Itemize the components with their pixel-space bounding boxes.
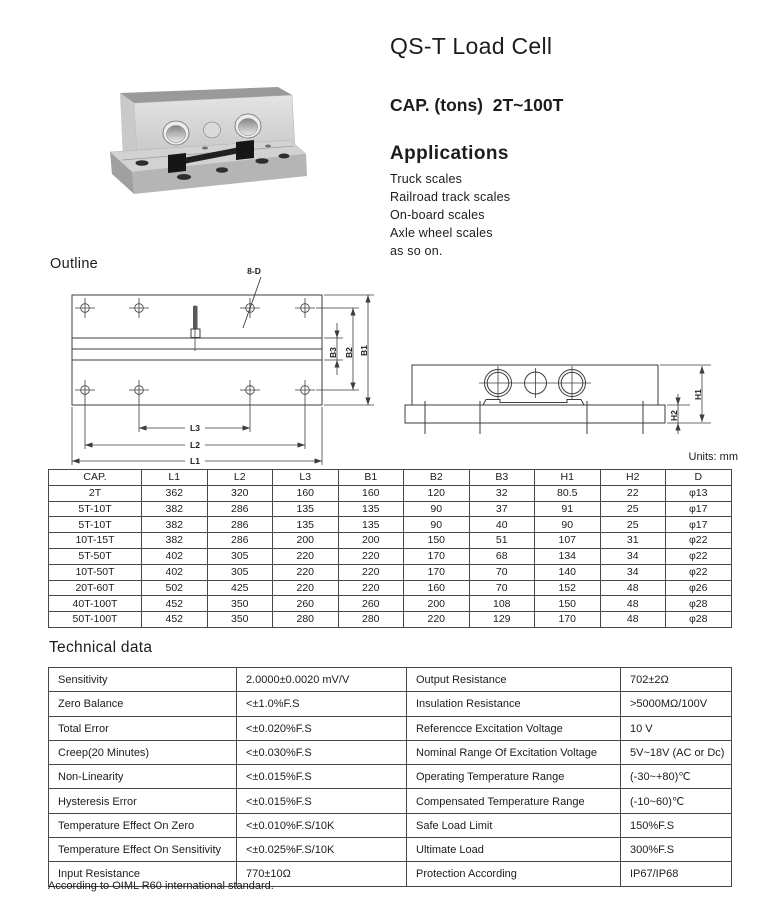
dimension-label-b2: B2 [344,347,354,358]
column-header: H1 [535,470,601,486]
table-cell: Sensitivity [49,668,237,692]
table-cell: 25 [600,501,666,517]
table-cell: φ13 [666,485,732,501]
table-cell: 220 [338,580,404,596]
table-cell: 382 [142,501,208,517]
dimension-label-b3: B3 [328,347,338,358]
table-cell: 300%F.S [621,838,732,862]
dimensions-table [48,469,732,628]
table-cell: Protection According [407,862,621,886]
table-cell: φ17 [666,517,732,533]
table-cell: 382 [142,533,208,549]
table-cell: (-30~+80)℃ [621,765,732,789]
table-cell: <±0.020%F.S [237,716,407,740]
standard-footnote: According to OIML R60 international standard. [48,880,274,892]
table-cell: <±0.015%F.S [237,765,407,789]
column-header: B2 [404,470,470,486]
table-cell: 5T-50T [49,548,142,564]
units-label: Units: mm [688,451,738,463]
top-view [72,277,322,405]
table-cell: Nominal Range Of Excitation Voltage [407,740,621,764]
table-cell: 200 [273,533,339,549]
capacity-line: CAP. (tons) 2T~100T [390,95,564,115]
table-row [49,501,732,517]
table-row [49,838,732,862]
table-cell: 260 [338,596,404,612]
table-cell: 120 [404,485,470,501]
table-cell: <±0.010%F.S/10K [237,813,407,837]
table-cell: 425 [207,580,273,596]
table-cell: 10T-50T [49,564,142,580]
page-title: QS-T Load Cell [390,33,553,59]
top-view-dimensions [72,295,374,465]
table-row [49,533,732,549]
table-cell: 260 [273,596,339,612]
table-cell: 51 [469,533,535,549]
applications-list [390,170,510,260]
table-cell: 305 [207,548,273,564]
table-cell: 280 [273,612,339,628]
dimension-label-b1: B1 [359,345,369,356]
table-cell: (-10~60)℃ [621,789,732,813]
application-item: Axle wheel scales [390,226,493,240]
table-cell: φ28 [666,596,732,612]
technical-section-label: Technical data [49,639,153,656]
table-cell: 80.5 [535,485,601,501]
table-cell: 150 [535,596,601,612]
table-cell: 20T-60T [49,580,142,596]
table-cell: >5000MΩ/100V [621,692,732,716]
table-row [49,580,732,596]
table-row [49,564,732,580]
hole-count-label: 8-D [247,266,261,276]
table-cell: 34 [600,564,666,580]
table-row [49,517,732,533]
table-row [49,789,732,813]
table-cell: 286 [207,533,273,549]
center-pin [191,305,200,351]
table-cell: 40 [469,517,535,533]
table-row [49,668,732,692]
dimension-label-l1: L1 [190,456,200,466]
table-cell: 91 [535,501,601,517]
table-row [49,765,732,789]
applications-title: Applications [390,143,509,164]
dimension-label-h2: H2 [669,410,679,421]
table-cell: 350 [207,596,273,612]
table-cell: Input Resistance [49,862,237,886]
table-cell: 150 [404,533,470,549]
table-cell: 90 [404,501,470,517]
table-cell: 135 [273,501,339,517]
table-cell: φ17 [666,501,732,517]
table-cell: 10T-15T [49,533,142,549]
table-row [49,692,732,716]
table-cell: 200 [338,533,404,549]
table-cell: 40T-100T [49,596,142,612]
table-cell: 135 [338,517,404,533]
table-cell: 31 [600,533,666,549]
table-cell: Insulation Resistance [407,692,621,716]
table-cell: 220 [404,612,470,628]
table-cell: 5T-10T [49,517,142,533]
column-header: B3 [469,470,535,486]
dimension-label-h1: H1 [693,389,703,400]
table-cell: 140 [535,564,601,580]
table-cell: Referencce Excitation Voltage [407,716,621,740]
table-cell: <±0.030%F.S [237,740,407,764]
table-cell: 70 [469,564,535,580]
application-item: Truck scales [390,172,463,186]
table-cell: 50T-100T [49,612,142,628]
table-cell: 107 [535,533,601,549]
table-cell: 10 V [621,716,732,740]
product-photo [108,84,308,209]
table-cell: Output Resistance [407,668,621,692]
table-cell: <±0.015%F.S [237,789,407,813]
table-cell: 286 [207,517,273,533]
side-view-dimensions [660,365,711,434]
table-cell: 32 [469,485,535,501]
table-cell: 135 [273,517,339,533]
column-header: L3 [273,470,339,486]
table-cell: 68 [469,548,535,564]
table-cell: 770±10Ω [237,862,407,886]
table-cell: 108 [469,596,535,612]
table-cell: 135 [338,501,404,517]
column-header: L1 [142,470,208,486]
table-row [49,485,732,501]
table-cell: 25 [600,517,666,533]
table-cell: 170 [535,612,601,628]
dimension-label-l3: L3 [190,423,200,433]
table-cell: 5V~18V (AC or Dc) [621,740,732,764]
technical-table [48,667,732,887]
table-cell: 452 [142,612,208,628]
table-cell: Safe Load Limit [407,813,621,837]
table-cell: 5T-10T [49,501,142,517]
table-cell: 129 [469,612,535,628]
table-cell: Creep(20 Minutes) [49,740,237,764]
table-cell: 34 [600,548,666,564]
table-cell: 48 [600,612,666,628]
table-cell: 702±2Ω [621,668,732,692]
table-cell: 48 [600,596,666,612]
table-cell: φ28 [666,612,732,628]
load-cell-body [110,87,307,194]
table-row [49,548,732,564]
table-cell: Zero Balance [49,692,237,716]
table-cell: 286 [207,501,273,517]
table-cell: Hysteresis Error [49,789,237,813]
table-cell: 220 [273,564,339,580]
table-cell: Total Error [49,716,237,740]
table-cell: φ22 [666,564,732,580]
table-cell: Ultimate Load [407,838,621,862]
table-cell: 160 [338,485,404,501]
table-cell: 502 [142,580,208,596]
table-cell: <±0.025%F.S/10K [237,838,407,862]
table-cell: 452 [142,596,208,612]
table-cell: 152 [535,580,601,596]
table-header-row [49,470,732,486]
table-cell: 90 [535,517,601,533]
leader-line [243,277,261,328]
application-item: On-board scales [390,208,485,222]
table-cell: 134 [535,548,601,564]
column-header: D [666,470,732,486]
application-item: Railroad track scales [390,190,511,204]
table-cell: 170 [404,564,470,580]
table-cell: 220 [273,548,339,564]
table-cell: IP67/IP68 [621,862,732,886]
table-cell: 90 [404,517,470,533]
table-cell: 402 [142,548,208,564]
column-header: B1 [338,470,404,486]
table-cell: 220 [338,564,404,580]
table-row [49,716,732,740]
table-cell: <±1.0%F.S [237,692,407,716]
table-row [49,740,732,764]
table-cell: Temperature Effect On Sensitivity [49,838,237,862]
table-cell: 160 [404,580,470,596]
table-cell: 2T [49,485,142,501]
table-row [49,612,732,628]
table-cell: 70 [469,580,535,596]
column-header: H2 [600,470,666,486]
table-cell: 402 [142,564,208,580]
table-cell: 382 [142,517,208,533]
table-row [49,596,732,612]
column-header: CAP. [49,470,142,486]
application-item: as so on. [390,244,443,258]
table-cell: 37 [469,501,535,517]
table-cell: 280 [338,612,404,628]
dimension-label-l2: L2 [190,440,200,450]
table-cell: 220 [273,580,339,596]
table-cell: 22 [600,485,666,501]
table-cell: φ22 [666,548,732,564]
table-cell: Operating Temperature Range [407,765,621,789]
outline-section-label: Outline [50,256,99,272]
table-cell: 200 [404,596,470,612]
table-cell: 220 [338,548,404,564]
table-cell: 320 [207,485,273,501]
table-cell: Temperature Effect On Zero [49,813,237,837]
table-cell: φ26 [666,580,732,596]
table-cell: 160 [273,485,339,501]
table-cell: 362 [142,485,208,501]
table-cell: Compensated Temperature Range [407,789,621,813]
table-cell: φ22 [666,533,732,549]
table-cell: 2.0000±0.0020 mV/V [237,668,407,692]
table-row [49,813,732,837]
outline-drawing [40,264,740,468]
table-cell: Non-Linearity [49,765,237,789]
table-cell: 170 [404,548,470,564]
table-cell: 150%F.S [621,813,732,837]
side-view [405,365,665,434]
table-cell: 48 [600,580,666,596]
table-cell: 350 [207,612,273,628]
column-header: L2 [207,470,273,486]
table-cell: 305 [207,564,273,580]
